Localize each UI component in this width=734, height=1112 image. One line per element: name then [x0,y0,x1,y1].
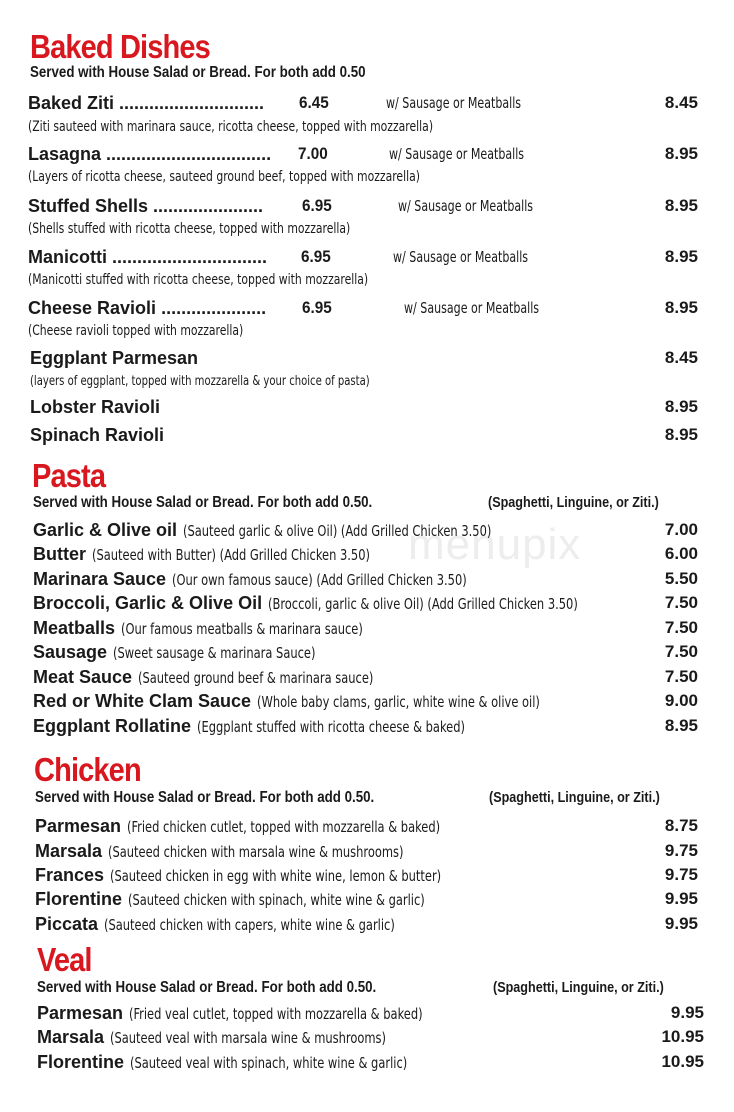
menu-item [0,568,734,592]
menu-item [0,92,734,116]
item-description: (Sauteed with Butter) (Add Grilled Chicken 3.50) [92,546,371,564]
item-description: (Eggplant stuffed with ricotta cheese & baked) [197,718,465,736]
pasta-choice-note: (Spaghetti, Linguine, or Ziti.) [488,494,659,511]
leader-dots: ............................... [107,247,268,267]
item-name: Parmesan [35,816,122,836]
item-price: 7.50 [664,593,698,612]
menu-item [0,864,734,888]
item-price: 5.50 [664,569,698,588]
menu-item [0,297,734,321]
item-name: Lasagna [28,144,102,164]
option-price: 8.95 [664,144,698,163]
option-price: 8.45 [664,93,698,112]
section-title-baked-dishes: Baked Dishes [30,28,210,65]
item-description: (Our own famous sauce) (Add Grilled Chicken 3.50) [172,571,467,589]
section-subtitle-baked-dishes: Served with House Salad or Bread. For both add 0.50 [30,64,366,81]
item-name: Butter [33,544,86,564]
leader-dots: ..................... [156,298,267,318]
item-description: (Cheese ravioli topped with mozzarella) [28,323,244,339]
item-name: Manicotti [28,247,107,267]
menu-item [0,143,734,167]
item-description: (Sauteed chicken with capers, white wine & garlic) [104,916,395,934]
leader-dots: ............................. [114,93,265,113]
item-price: 9.95 [670,1003,704,1022]
item-price: 6.00 [664,544,698,563]
item-price: 9.00 [664,691,698,710]
item-price: 6.95 [302,298,332,317]
menu-item [0,715,734,739]
menu-item [0,690,734,714]
item-price: 10.95 [661,1052,704,1071]
item-description: (Fried chicken cutlet, topped with mozzarella & baked) [127,818,441,836]
veal-choice-note: (Spaghetti, Linguine, or Ziti.) [493,979,664,996]
menu-item [0,424,734,448]
item-name: Marsala [37,1027,105,1047]
menu-item [0,617,734,641]
chicken-choice-note: (Spaghetti, Linguine, or Ziti.) [489,789,660,806]
item-name: Lobster Ravioli [30,397,161,417]
item-price: 8.75 [664,816,698,835]
section-title-pasta: Pasta [32,457,106,494]
item-name: Marinara Sauce [33,569,167,589]
section-subtitle-pasta: Served with House Salad or Bread. For both add 0.50. [33,494,373,511]
item-price: 9.75 [664,865,698,884]
item-description: (Sweet sausage & marinara Sauce) [113,644,316,662]
item-name: Eggplant Rollatine [33,716,192,736]
item-price: 7.50 [664,642,698,661]
item-price: 10.95 [661,1027,704,1046]
item-name: Red or White Clam Sauce [33,691,252,711]
item-description: (layers of eggplant, topped with mozzarella & your choice of pasta) [30,374,370,389]
item-name: Frances [35,865,105,885]
item-price: 7.00 [664,520,698,539]
item-price: 9.95 [664,914,698,933]
menu-item [0,396,734,420]
item-description: (Sauteed chicken in egg with white wine, lemon & butter) [110,867,442,885]
item-description: (Our famous meatballs & marinara sauce) [121,620,363,638]
item-name: Parmesan [37,1003,124,1023]
section-title-veal: Veal [37,941,92,978]
item-price: 7.00 [298,144,328,163]
menu-item [0,519,734,543]
item-option: w/ Sausage or Meatballs [386,94,522,112]
item-option: w/ Sausage or Meatballs [393,248,529,266]
item-name: Broccoli, Garlic & Olive Oil [33,593,263,613]
item-option: w/ Sausage or Meatballs [389,145,525,163]
menu-item [0,592,734,616]
item-price: 7.50 [664,618,698,637]
section-title-chicken: Chicken [34,751,141,788]
item-description: (Ziti sauteed with marinara sauce, ricotta cheese, topped with mozzarella) [28,119,434,135]
item-price: 6.95 [301,247,331,266]
item-name: Baked Ziti [28,93,115,113]
item-name: Garlic & Olive oil [33,520,178,540]
item-price: 6.95 [302,196,332,215]
item-price: 8.95 [664,397,698,416]
watermark-text: menupix [408,520,582,569]
item-description: (Shells stuffed with ricotta cheese, topped with mozzarella) [28,221,351,237]
leader-dots: ................................. [101,144,272,164]
item-name: Florentine [35,889,123,909]
item-description: (Whole baby clams, garlic, white wine & olive oil) [257,693,540,711]
item-description: (Sauteed chicken with marsala wine & mushrooms) [108,843,404,861]
menu-item [0,888,734,912]
item-name: Spinach Ravioli [30,425,165,445]
item-option: w/ Sausage or Meatballs [404,299,540,317]
menu-item [0,840,734,864]
menu-item [0,815,734,839]
item-name: Cheese Ravioli [28,298,157,318]
item-name: Sausage [33,642,108,662]
menu-item [0,1051,734,1075]
item-price: 7.50 [664,667,698,686]
item-description: (Sauteed veal with marsala wine & mushrooms) [110,1029,387,1047]
item-price: 9.75 [664,841,698,860]
item-name: Eggplant Parmesan [30,348,199,368]
item-description: (Fried veal cutlet, topped with mozzarella & baked) [129,1005,423,1023]
menu-item [0,347,734,371]
option-price: 8.95 [664,298,698,317]
menu-item [0,641,734,665]
item-price: 6.45 [299,93,329,112]
menu-item [0,1002,734,1026]
item-price: 9.95 [664,889,698,908]
menu-item [0,1026,734,1050]
item-name: Stuffed Shells [28,196,149,216]
item-name: Meat Sauce [33,667,133,687]
item-description: (Manicotti stuffed with ricotta cheese, topped with mozzarella) [28,272,369,288]
item-description: (Sauteed veal with spinach, white wine & garlic) [130,1054,408,1072]
item-name: Florentine [37,1052,125,1072]
item-description: (Sauteed garlic & olive Oil) (Add Grilled Chicken 3.50) [183,522,492,540]
section-subtitle-veal: Served with House Salad or Bread. For both add 0.50. [37,979,377,996]
option-price: 8.95 [664,247,698,266]
item-description: (Sauteed chicken with spinach, white wine & garlic) [128,891,425,909]
menu-item [0,913,734,937]
section-subtitle-chicken: Served with House Salad or Bread. For both add 0.50. [35,789,375,806]
item-price: 8.95 [664,425,698,444]
item-description: (Broccoli, garlic & olive Oil) (Add Grilled Chicken 3.50) [268,595,578,613]
menu-item [0,195,734,219]
menu-item [0,666,734,690]
menu-item [0,246,734,270]
item-description: (Sauteed ground beef & marinara sauce) [138,669,374,687]
item-description: (Layers of ricotta cheese, sauteed ground beef, topped with mozzarella) [28,169,420,185]
menu-item [0,543,734,567]
item-name: Marsala [35,841,103,861]
item-name: Piccata [35,914,99,934]
leader-dots: ...................... [148,196,264,216]
item-price: 8.95 [664,716,698,735]
option-price: 8.95 [664,196,698,215]
item-price: 8.45 [664,348,698,367]
item-name: Meatballs [33,618,116,638]
item-option: w/ Sausage or Meatballs [398,197,534,215]
